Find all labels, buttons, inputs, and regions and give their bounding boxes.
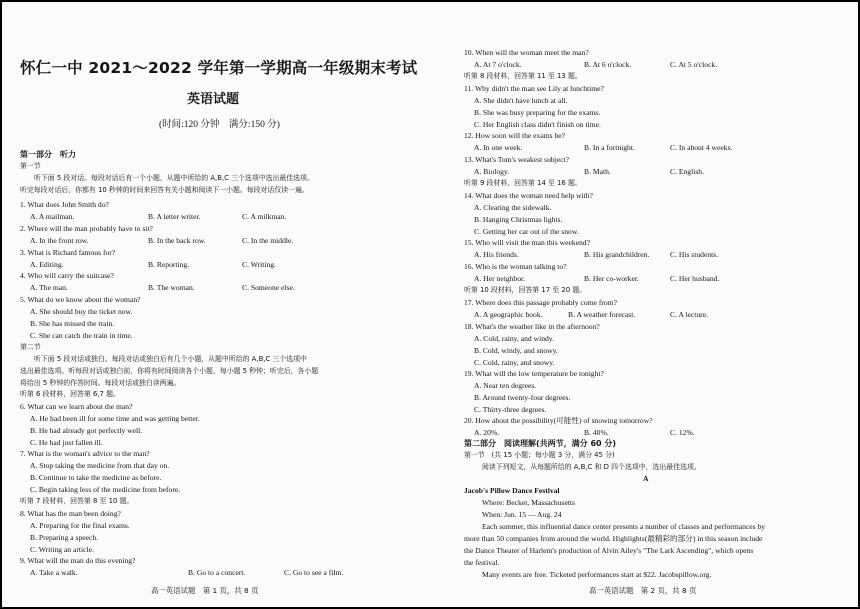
part2-section1-label: 第一节 (共 15 小题；每小题 3 分，满分 45 分) <box>464 451 615 459</box>
option-c: C. Thirty-three degrees. <box>474 405 547 414</box>
option-a: A. At 7 o'clock. <box>474 60 522 69</box>
section1-instructions-line: 听完每段对话后，你都有 10 秒钟的时间来回答有关小题和阅读下一小题。每段对话仅读一遍。 <box>20 186 309 194</box>
question-2-stem: 2. Where will the man probably have to sit? <box>20 224 153 233</box>
option-c: C. 12%. <box>670 428 695 437</box>
option-c: C. Go to see a film. <box>284 568 344 577</box>
option-a: A. He had been ill for some time and was getting better. <box>30 414 200 423</box>
option-b: B. His grandchildren. <box>584 250 650 259</box>
option-c: C. In the middle. <box>242 236 294 245</box>
option-a: A. A mailman. <box>30 212 75 221</box>
option-a: A. She should buy the ticket now. <box>30 307 133 316</box>
option-a: A. Near ten degrees. <box>474 381 537 390</box>
passage-title: Jacob's Pillow Dance Festival <box>464 486 560 495</box>
option-b: B. Preparing a speech. <box>30 533 99 542</box>
exam-info: (时间:120 分钟 满分:150 分) <box>159 120 280 130</box>
material-7-note: 听第 7 段材料，回答第 8 至 10 题。 <box>20 497 134 505</box>
part1-heading: 第一部分 听力 <box>20 150 76 159</box>
material-6-note: 听第 6 段材料，回答第 6,7 题。 <box>20 390 120 398</box>
question-3-stem: 3. What is Richard famous for? <box>20 248 116 257</box>
option-a: A. Cold, rainy, and windy. <box>474 334 555 343</box>
material-10-note: 听第 10 段材料，回答第 17 至 20 题。 <box>464 286 587 294</box>
option-a: A. Stop taking the medicine from that day on. <box>30 461 170 470</box>
option-b: B. Around twenty-four degrees. <box>474 393 571 402</box>
option-b: B. At 6 o'clock. <box>584 60 632 69</box>
option-c: C. Writing an article. <box>30 545 94 554</box>
option-b: B. In the back row. <box>148 236 206 245</box>
part2-heading: 第二部分 阅读理解(共两节，满分 60 分) <box>464 439 617 448</box>
question-11-stem: 11. Why didn't the man see Lily at lunchtime? <box>464 84 604 93</box>
option-b: B. She was busy preparing for the exams. <box>474 108 601 117</box>
passage-letter: A <box>643 474 649 483</box>
question-1-stem: 1. What does John Smith do? <box>20 200 109 209</box>
passage-line: more than 50 companies from around the world. Highlights(最精彩的部分) in this season include <box>464 534 763 543</box>
option-a: A. Editing. <box>30 260 64 269</box>
section2-instructions-line: 将给出 5 秒钟的作答时间。每段对话或独白读两遍。 <box>20 379 181 387</box>
option-a: A. Clearing the sidewalk. <box>474 203 552 212</box>
option-c: C. A milkman. <box>242 212 287 221</box>
option-b: B. The woman. <box>148 283 195 292</box>
option-c: C. At 5 o'clock. <box>670 60 718 69</box>
exam-subtitle: 英语试题 <box>187 92 240 107</box>
option-b: B. Continue to take the medicine as before. <box>30 473 162 482</box>
option-c: C. Cold, rainy, and snowy. <box>474 358 555 367</box>
question-19-stem: 19. What will the low temperature be tonight? <box>464 369 604 378</box>
option-c: C. English. <box>670 167 704 176</box>
option-b: B. Reporting. <box>148 260 190 269</box>
question-10-stem: 10. When will the woman meet the man? <box>464 48 589 57</box>
option-b: B. A letter writer. <box>148 212 201 221</box>
option-b: B. She has missed the train. <box>30 319 115 328</box>
option-a: A. Take a walk. <box>30 568 78 577</box>
option-c: C. A lecture. <box>670 310 708 319</box>
page-footer: 高一英语试题 第 1 页，共 8 页 <box>151 586 259 595</box>
option-b: B. He had already got perfectly well. <box>30 426 143 435</box>
page-footer: 高一英语试题 第 2 页，共 8 页 <box>589 586 697 595</box>
option-a: A. His friends. <box>474 250 519 259</box>
passage-line: Each summer, this influential dance center presents a number of classes and performances by <box>482 522 766 531</box>
passage-line: the Dance Theater of Harlem's production of Alvin Ailey's "The Lark Ascending", which opens <box>464 546 754 555</box>
option-b: B. Cold, windy, and snowy. <box>474 346 558 355</box>
question-14-stem: 14. What does the woman need help with? <box>464 191 593 200</box>
option-a: A. In one week. <box>474 143 523 152</box>
part2-instructions: 阅读下列短文，从每题所给的 A,B,C 和 D 四个选项中，选出最佳选项。 <box>482 463 701 471</box>
question-12-stem: 12. How soon will the exams be? <box>464 131 566 140</box>
question-13-stem: 13. What's Tom's weakest subject? <box>464 155 570 164</box>
option-c: C. Her husband. <box>670 274 720 283</box>
question-4-stem: 4. Who will carry the suitcase? <box>20 271 114 280</box>
option-b: B. A weather forecast. <box>568 310 636 319</box>
question-7-stem: 7. What is the woman's advice to the man? <box>20 449 150 458</box>
question-8-stem: 8. What has the man been doing? <box>20 509 121 518</box>
question-18-stem: 18. What's the weather like in the afternoon? <box>464 322 600 331</box>
option-c: C. She can catch the train in time. <box>30 331 133 340</box>
material-9-note: 听第 9 段材料，回答第 14 至 16 题。 <box>464 179 582 187</box>
page-2 <box>432 2 858 607</box>
option-c: C. Getting her car out of the snow. <box>474 227 579 236</box>
option-a: A. The man. <box>30 283 68 292</box>
passage-line: the festival. <box>464 558 500 567</box>
section2-instructions-line: 选出最佳选项。听每段对话或独白前，你将有时间阅读各个小题，每小题 5 秒钟；听完后，各小题 <box>20 367 319 375</box>
question-9-stem: 9. What will the man do this evening? <box>20 556 136 565</box>
option-a: A. Preparing for the final exams. <box>30 521 130 530</box>
option-a: A. Biology. <box>474 167 510 176</box>
option-c: C. In about 4 weeks. <box>670 143 733 152</box>
option-a: A. 20%. <box>474 428 500 437</box>
option-c: C. Her English class didn't finish on time. <box>474 120 601 129</box>
section2-instructions-line: 听下面 5 段对话或独白。每段对话或独白后有几个小题，从题中所给的 A,B,C 三个选项中 <box>34 355 307 363</box>
option-b: B. Math. <box>584 167 611 176</box>
section2-label: 第二节 <box>20 343 41 351</box>
option-b: B. Hanging Christmas lights. <box>474 215 563 224</box>
section1-instructions-line: 听下面 5 段对话。每段对话后有一个小题，从题中所给的 A,B,C 三个选项中选出最佳选项。 <box>34 174 314 182</box>
exam-sheet <box>2 2 858 607</box>
question-20-stem: 20. How about the possibility(可能性) of snowing tomorrow? <box>464 416 653 425</box>
passage-where: Where: Becket, Massachusetts <box>482 498 575 507</box>
option-a: A. In the front row. <box>30 236 89 245</box>
question-15-stem: 15. Who will visit the man this weekend? <box>464 238 590 247</box>
exam-title: 怀仁一中 2021～2022 学年第一学期高一年级期末考试 <box>20 59 418 77</box>
page-1 <box>2 2 432 607</box>
option-b: B. 40%. <box>584 428 609 437</box>
option-b: B. In a fortnight. <box>584 143 635 152</box>
option-c: C. Writing. <box>242 260 276 269</box>
option-b: B. Go to a concert. <box>188 568 246 577</box>
question-5-stem: 5. What do we know about the woman? <box>20 295 141 304</box>
option-a: A. She didn't have lunch at all. <box>474 96 568 105</box>
option-c: C. He had just fallen ill. <box>30 438 103 447</box>
question-17-stem: 17. Where does this passage probably come from? <box>464 298 617 307</box>
option-c: C. Begin taking less of the medicine from before. <box>30 485 181 494</box>
question-6-stem: 6. What can we learn about the man? <box>20 402 133 411</box>
option-a: A. A geographic book. <box>474 310 543 319</box>
passage-when: When: Jun. 15 — Aug. 24 <box>482 510 562 519</box>
option-c: C. His students. <box>670 250 719 259</box>
option-c: C. Someone else. <box>242 283 295 292</box>
material-8-note: 听第 8 段材料，回答第 11 至 13 题。 <box>464 72 582 80</box>
option-a: A. Her neighbor. <box>474 274 526 283</box>
question-16-stem: 16. Who is the woman talking to? <box>464 262 567 271</box>
section1-label: 第一节 <box>20 162 41 170</box>
passage-line: Many events are free. Ticketed performances start at $22. Jacobspillow.org. <box>482 570 712 579</box>
option-b: B. Her co-worker. <box>584 274 639 283</box>
